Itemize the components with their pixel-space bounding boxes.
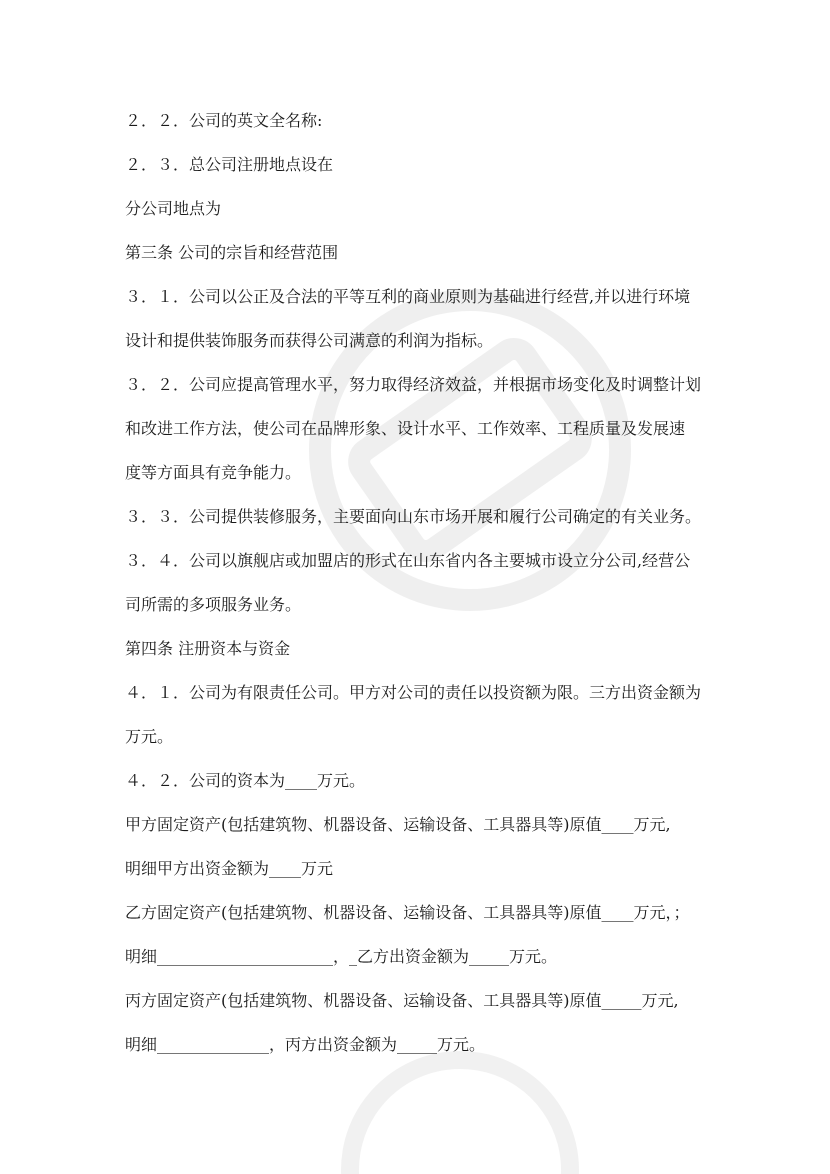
clause-2-2: ２．２．公司的英文全名称:: [125, 111, 323, 130]
document-body: [125, 110, 725, 1078]
clause-4-1-line-2: 万元。: [125, 727, 174, 746]
article-4-heading: 第四条 注册资本与资金: [125, 639, 291, 658]
clause-3-4-line-2: 司所需的多项服务业务。: [125, 595, 302, 614]
party-a-contribution: 明细甲方出资金额为____万元: [125, 859, 334, 878]
clause-3-1-line-1: ３．１．公司以公正及合法的平等互利的商业原则为基础进行经营,并以进行环境: [125, 287, 691, 306]
clause-4-2: ４．２．公司的资本为____万元。: [125, 771, 366, 790]
party-c-assets: 丙方固定资产(包括建筑物、机器设备、运输设备、工具器具等)原值_____万元,: [125, 991, 679, 1010]
party-c-contribution: 明细______________，丙方出资金额为_____万元。: [125, 1035, 486, 1054]
party-a-assets: 甲方固定资产(包括建筑物、机器设备、运输设备、工具器具等)原值____万元,: [125, 815, 671, 834]
party-b-contribution: 明细______________________，_乙方出资金额为_____万元。: [125, 947, 558, 966]
clause-3-4-line-1: ３．４．公司以旗舰店或加盟店的形式在山东省内各主要城市设立分公司,经营公: [125, 551, 691, 570]
clause-2-3: ２．３．总公司注册地点设在: [125, 155, 334, 174]
party-b-assets: 乙方固定资产(包括建筑物、机器设备、运输设备、工具器具等)原值____万元，；: [125, 903, 690, 922]
clause-3-2-line-2: 和改进工作方法，使公司在品牌形象、设计水平、工作效率、工程质量及发展速: [125, 419, 686, 438]
article-3-heading: 第三条 公司的宗旨和经营范围: [125, 243, 339, 262]
clause-3-3: ３．３．公司提供装修服务，主要面向山东市场开展和履行公司确定的有关业务。: [125, 507, 702, 526]
branch-location-line: 分公司地点为: [125, 199, 222, 218]
clause-3-1-line-2: 设计和提供装饰服务而获得公司满意的利润为指标。: [125, 331, 494, 350]
clause-3-2-line-1: ３．２．公司应提高管理水平，努力取得经济效益，并根据市场变化及时调整计划: [125, 375, 702, 394]
clause-3-2-line-3: 度等方面具有竞争能力。: [125, 463, 302, 482]
clause-4-1-line-1: ４．１．公司为有限责任公司。甲方对公司的责任以投资额为限。三方出资金额为: [125, 683, 702, 702]
